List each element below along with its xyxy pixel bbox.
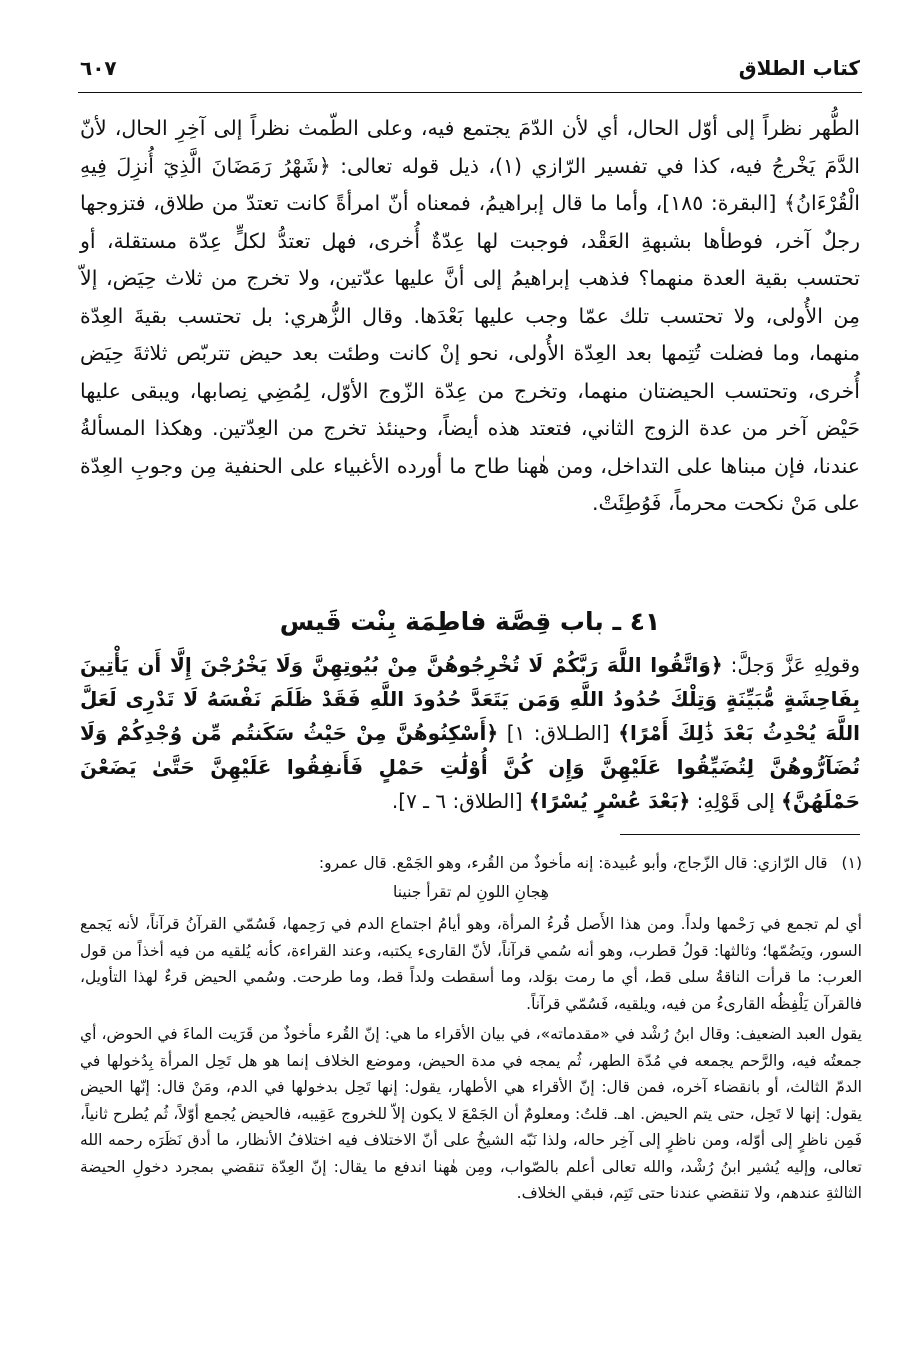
poetry-verse: هِجانِ اللونِ لم تقرأ جنينا (393, 882, 549, 901)
main-paragraph: الطُّهر نظراً إلى أوّل الحال، أي لأن الدّمَ يجتمع فيه، وعلى الطّمث نظراً إلى آخِرِ الحال، لأنّ الدَّمَ يَخْرجُ فيه، كذا في تفسير الرّازي (١)، ذيل قوله تعالى: ﴿شَهْرُ رَمَضَانَ الَّذِيٓ أُنزِلَ فِيهِ الْقُرْءَانُ﴾ [البقرة: ١٨٥]، وأما ما قال إبراهيمُ، فمعناه أنّ امرأةً كانت تعتدّ من طلاق، فتزوجها رجلٌ آخر، فوطأها بشبهةِ العَقْد، فوجبت لها عِدّةٌ أُخرى، فهل تعتدُّ لكلٍّ عِدّة مستقلة، أو تحتسب بقية العدة منهما؟ فذهب إبراهيمُ إلى أنَّ عليها عدّتين، ولا تخرج من ثلاث حِيَض، إلاّ مِن الأُولى، ولا تحتسب تلك عمّا وجب عليها بَعْدَها. وقال الزُّهري: بل تحتسب بقيةَ العِدّة منهما، وما فضلت تُتِمها بعد العِدّة الأُولى، نحو إنْ كانت وطئت بعد حيض تتربّص ثلاثةَ حِيَض أُخرى، وتحتسب الحيضتان منهما، وتخرج من عِدّة الزّوج الأوّل، لِمُضِي نِصابها، ويبقى عليها حَيْض آخر من عدة الزوج الثاني، فتعتد هذه أيضاً، وحينئذ تخرج من العِدّتين. وهكذا المسألةُ عندنا، فإن مبناها على التداخل، ومن هٰهنا طاح ما أورده الأغبياء على الحنفية مِن وجوبِ العِدّة على مَنْ نكحت محرماً، فَوُطِئَتْ. (80, 116, 861, 515)
footnote-first-line (80, 850, 862, 877)
running-title: كتاب الطلاق (738, 56, 860, 80)
chapter-title: ٤١ ـ باب قِصَّة فاطِمَة بِنْت قَيس (279, 607, 661, 636)
footnotes (80, 850, 862, 1207)
verse-reference-2: [الطلاق: ٦ ـ ٧]. (391, 789, 523, 813)
page-number: ٦٠٧ (80, 56, 117, 80)
quran-verse-3: ﴿بَعْدَ عُسْرٍ يُسْرًا﴾ (528, 789, 691, 813)
verse-reference-1: [الطـلاق: ١] (506, 721, 610, 745)
footnote-marker: (١) (841, 854, 862, 872)
chapter-body (80, 648, 860, 818)
footnote-rule (620, 834, 860, 835)
quran-verse-1: ﴿وَاتَّقُوا اللَّهَ رَبَّكُمْ لَا تُخْرِجُوهُنَّ مِنْ بُيُوتِهِنَّ وَلَا يَخْرُجْنَ إِلَّا أَن يَأْتِينَ بِفَاحِشَةٍ مُّبَيِّنَةٍ وَتِلْكَ حُدُودُ اللَّهِ وَمَن يَتَعَدَّ حُدُودَ اللَّهِ فَقَدْ ظَلَمَ نَفْسَهُ لَا تَدْرِى لَعَلَّ اللَّهَ يُحْدِثُ بَعْدَ ذَٰلِكَ أَمْرًا﴾ (80, 653, 861, 745)
page-header (80, 56, 860, 88)
quran-verse-2: ﴿أَسْكِنُوهُنَّ مِنْ حَيْثُ سَكَنتُم مِّن وُجْدِكُمْ وَلَا تُضَآرُّوهُنَّ لِتُضَيِّقُوا عَلَيْهِنَّ وَإِن كُنَّ أُوْلَٰتِ حَمْلٍ فَأَنفِقُوا عَلَيْهِنَّ حَتَّىٰ يَضَعْنَ حَمْلَهُنَّ﴾ (80, 721, 860, 813)
footnote-paragraph-1: أي لم تجمع في رَحْمها ولداً. ومن هذا الأَصل قُرءُ المرأة، وهو أيامُ اجتماع الدم في رَحِمها، فَسُمّي القرآنُ قرآناً، لأنه يَجمع السور، ويَضُمّها؛ وثالثها: قولُ قطرب، وهو أنه سُمي قرآناً، لأنّ القارىء يكتبه، وعند القراءة، كأنه يُلقيه من فيه أخذاً من قول العرب: ما قرأت الناقةُ سلى قط، أي ما رمت بوَلد، وما أسقطت ولداً قط، وما طرحت. وسُمي الحيض قرءٌ لهذا التأويل، فالقرآن يَلْفِظُه القارىءُ من فيه، ويلقيه، فَسُمّي قرآناً. (80, 915, 862, 1013)
chapter-intro: وقولِهِ عَزَّ وَجلَّ: (730, 653, 860, 677)
footnote-paragraph-2: يقول العبد الضعيف: وقال ابنُ رُشْد في «مقدماته»، في بيان الأقراء ما هي: إنّ القُرء مأخوذٌ من قَرَيت الماءَ في الحوض، أي جمعتُه فيه، والرَّحم يجمعه في مُدّة الطهر، ثُم يمجه في مدة الحيض، وموضع الخلاف إنما هو هل تَحِل المرأة بِدُخولها في الدمّ الثالث، أو بانقضاء آخره، فمن قال: إنّ الأقراء هي الأطهار، يقول: إنها تَحِل بدخولها في الدم، ومَنْ قال: إنّها الحيض يقول: إنها لا تَحِل، حتى يتم الحيض. اهـ. قلتُ: ومعلومٌ أن الجَمْعَ لا يكون إلاّ للخروج عَقِيبه، فالحيض يُجمع أوّلاً، ثُم يُطرح ثانياً، فَمِن ناظرٍ إلى أوّله، ومن ناظرٍ إلى آخِر حاله، ولذا نَبّه الشيخُ على أنّ الاختلاف فيه اختلافُ الأنظار، ما أدق نَظَرَه رحمه الله تعالى، وإليه يُشير ابنُ رُشْد، والله تعالى أعلم بالصّواب، ومِن هٰهنا اندفع ما يقال: إنّ العِدّة تنقضي بمجرد دخولِ الحيضة الثالثةِ عندهم، ولا تنقضي عندنا حتى تَتِم، فبقي الخلاف. (80, 1025, 862, 1202)
main-text (80, 110, 860, 523)
header-rule (78, 92, 862, 93)
footnote-line-1: قال الرّازي: قال الزّجاج، وأبو عُبيدة: إنه مأخوذٌ من القُرء، وهو الجَمْع. قال عمرو: (318, 854, 828, 872)
verse-connector: إلى قَوْلِهِ: (696, 789, 775, 813)
